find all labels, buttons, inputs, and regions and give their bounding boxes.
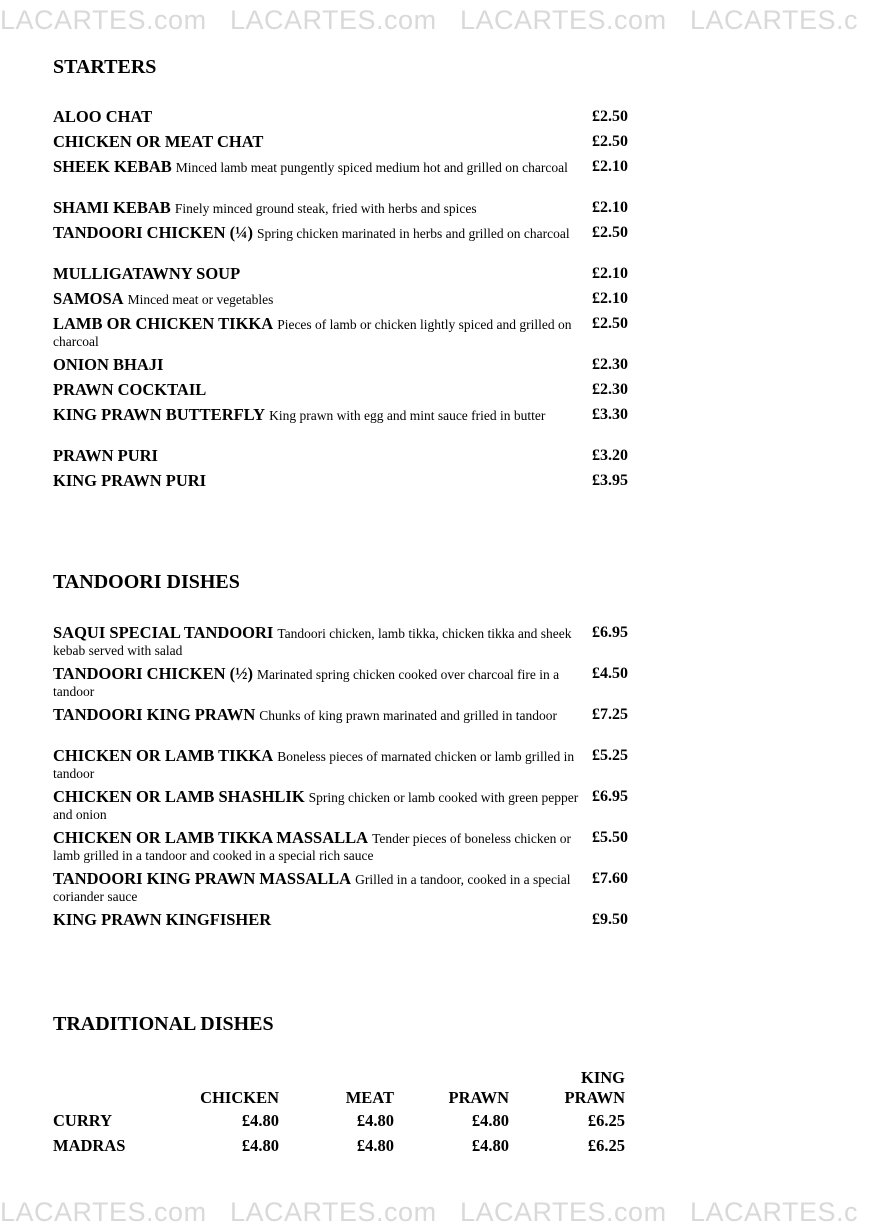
item-price: £3.30 <box>592 406 628 423</box>
menu-item <box>53 224 628 265</box>
item-description: Finely minced ground steak, fried with herbs and spices <box>174 201 477 216</box>
item-price: £2.10 <box>592 265 628 282</box>
item-price: £5.50 <box>592 829 628 846</box>
item-name: MULLIGATAWNY SOUP <box>53 264 241 283</box>
item-description: Pieces of lamb or chicken lightly spiced and grilled on charcoal <box>53 317 572 349</box>
item-price: £2.10 <box>592 290 628 307</box>
menu-item <box>53 870 628 911</box>
column-header-prawn: PRAWN <box>448 1088 509 1107</box>
table-header-row <box>53 1066 625 1108</box>
menu-item <box>53 381 628 406</box>
item-description: Minced lamb meat pungently spiced medium hot and grilled on charcoal <box>175 160 568 175</box>
item-price: £2.50 <box>592 315 628 332</box>
item-name: LAMB OR CHICKEN TIKKA <box>53 314 274 333</box>
item-price: £2.50 <box>592 133 628 150</box>
item-name: CHICKEN OR LAMB TIKKA MASSALLA <box>53 828 369 847</box>
watermark-text: LACARTES.com <box>460 5 667 35</box>
menu-item <box>53 829 628 870</box>
item-price: £2.30 <box>592 356 628 373</box>
menu-item <box>53 472 628 497</box>
menu-item <box>53 108 628 133</box>
table-row <box>53 1108 625 1133</box>
item-price: £2.30 <box>592 381 628 398</box>
item-description: Tender pieces of boneless chicken or lamb grilled in a tandoor and cooked in a special rich sauce <box>53 831 571 863</box>
item-price: £9.50 <box>592 911 628 928</box>
starters-heading: STARTERS <box>53 56 157 78</box>
watermark-text: LACARTES.c <box>690 5 859 35</box>
price-king-prawn: £6.25 <box>587 1110 625 1130</box>
row-label: CURRY <box>53 1110 112 1130</box>
tandoori-list <box>53 624 628 936</box>
watermark-bottom <box>0 1192 870 1232</box>
menu-item <box>53 265 628 290</box>
watermark-text: LACARTES.com <box>230 5 437 35</box>
item-name: TANDOORI CHICKEN (¼) <box>53 223 253 242</box>
item-price: £7.25 <box>592 706 628 723</box>
item-name: CHICKEN OR LAMB SHASHLIK <box>53 787 305 806</box>
watermark-text: LACARTES.com <box>230 1197 437 1227</box>
row-label: MADRAS <box>53 1135 126 1155</box>
item-name: PRAWN COCKTAIL <box>53 380 207 399</box>
table-row <box>53 1133 625 1158</box>
tandoori-heading: TANDOORI DISHES <box>53 571 240 593</box>
item-description: Marinated spring chicken cooked over charcoal fire in a tandoor <box>53 667 560 699</box>
king-prawn-header-line1: KING <box>580 1068 625 1087</box>
price-meat: £4.80 <box>356 1110 394 1130</box>
item-name: CHICKEN OR LAMB TIKKA <box>53 746 274 765</box>
watermark-text: LACARTES.com <box>0 1197 207 1227</box>
item-price: £7.60 <box>592 870 628 887</box>
empty-header-cell <box>53 1066 163 1108</box>
menu-item <box>53 158 628 199</box>
item-name: ALOO CHAT <box>53 107 153 126</box>
item-description: Minced meat or vegetables <box>127 292 274 307</box>
price-chicken: £4.80 <box>241 1110 279 1130</box>
watermark-text: LACARTES.c <box>690 1197 859 1227</box>
item-description: Boneless pieces of marnated chicken or lamb grilled in tandoor <box>53 749 575 781</box>
item-name: KING PRAWN BUTTERFLY <box>53 405 266 424</box>
column-header-meat: MEAT <box>345 1088 394 1107</box>
watermark-top <box>0 0 870 40</box>
item-price: £6.95 <box>592 788 628 805</box>
item-price: £3.20 <box>592 447 628 464</box>
item-name: SHEEK KEBAB <box>53 157 172 176</box>
item-price: £2.10 <box>592 158 628 175</box>
menu-item <box>53 133 628 158</box>
king-prawn-header-line2: PRAWN <box>564 1088 625 1107</box>
starters-list <box>53 108 628 497</box>
item-name: SAQUI SPECIAL TANDOORI <box>53 623 274 642</box>
menu-item <box>53 911 628 936</box>
watermark-text: LACARTES.com <box>0 5 207 35</box>
item-price: £5.25 <box>592 747 628 764</box>
price-prawn: £4.80 <box>471 1135 509 1155</box>
item-name: KING PRAWN PURI <box>53 471 207 490</box>
item-name: CHICKEN OR MEAT CHAT <box>53 132 264 151</box>
menu-item <box>53 624 628 665</box>
item-name: ONION BHAJI <box>53 355 164 374</box>
menu-item <box>53 747 628 788</box>
price-chicken: £4.80 <box>241 1135 279 1155</box>
menu-item <box>53 788 628 829</box>
item-price: £4.50 <box>592 665 628 682</box>
item-name: TANDOORI KING PRAWN <box>53 705 256 724</box>
item-description: Grilled in a tandoor, cooked in a special coriander sauce <box>53 872 571 904</box>
traditional-heading: TRADITIONAL DISHES <box>53 1013 274 1035</box>
price-king-prawn: £6.25 <box>587 1135 625 1155</box>
item-name: SHAMI KEBAB <box>53 198 171 217</box>
price-meat: £4.80 <box>356 1135 394 1155</box>
item-description: Spring chicken or lamb cooked with green pepper and onion <box>53 790 579 822</box>
menu-item <box>53 315 628 356</box>
menu-item <box>53 406 628 447</box>
item-description: Spring chicken marinated in herbs and grilled on charcoal <box>257 226 570 241</box>
item-name: TANDOORI CHICKEN (½) <box>53 664 253 683</box>
item-description: Chunks of king prawn marinated and grilled in tandoor <box>259 708 557 723</box>
item-name: PRAWN PURI <box>53 446 158 465</box>
item-name: SAMOSA <box>53 289 124 308</box>
column-header-king-prawn <box>509 1066 625 1108</box>
menu-item <box>53 706 628 747</box>
watermark-text: LACARTES.com <box>460 1197 667 1227</box>
item-price: £6.95 <box>592 624 628 641</box>
column-header-chicken: CHICKEN <box>200 1088 279 1107</box>
traditional-price-table <box>53 1066 625 1158</box>
item-price: £2.50 <box>592 108 628 125</box>
item-description: King prawn with egg and mint sauce fried in butter <box>269 408 546 423</box>
item-price: £2.50 <box>592 224 628 241</box>
menu-item <box>53 356 628 381</box>
price-prawn: £4.80 <box>471 1110 509 1130</box>
item-price: £3.95 <box>592 472 628 489</box>
item-name: TANDOORI KING PRAWN MASSALLA <box>53 869 352 888</box>
menu-item <box>53 447 628 472</box>
item-price: £2.10 <box>592 199 628 216</box>
item-description: Tandoori chicken, lamb tikka, chicken tikka and sheek kebab served with salad <box>53 626 572 658</box>
menu-item <box>53 199 628 224</box>
menu-item <box>53 290 628 315</box>
item-name: KING PRAWN KINGFISHER <box>53 910 272 929</box>
menu-item <box>53 665 628 706</box>
